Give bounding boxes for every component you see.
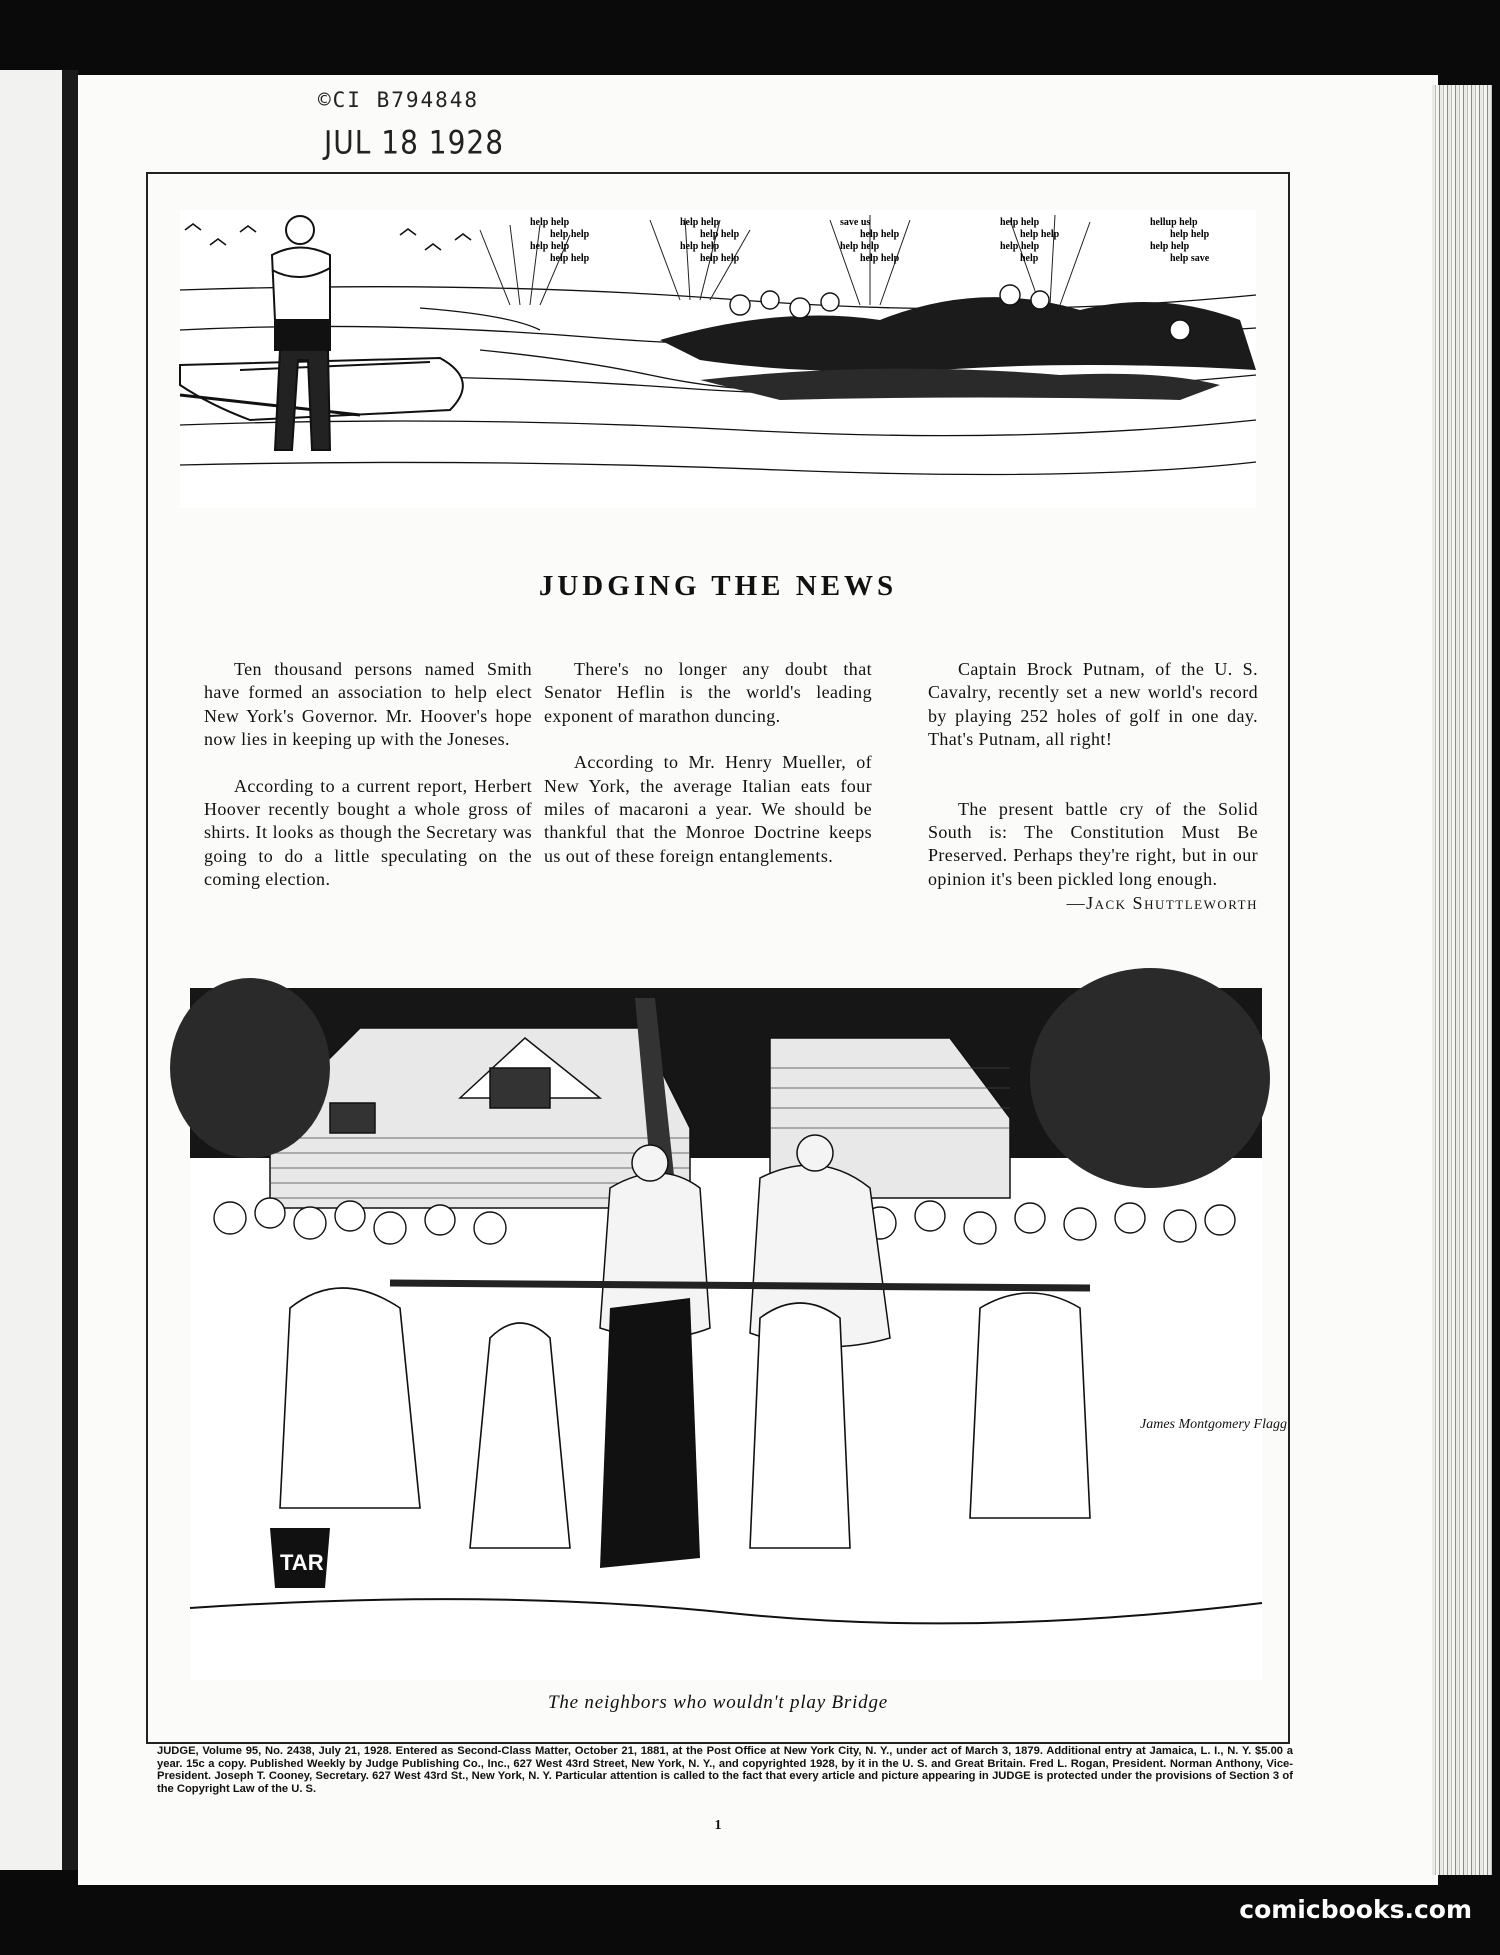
cry-text: help help xyxy=(700,229,740,240)
cry-text: help help xyxy=(1000,217,1040,228)
column-1-paragraph-2: According to a current report, Herbert Hoover recently bought a whole gross of shirts. It looks as though the Secretary was going to do a little speculating on the coming election. xyxy=(204,775,532,890)
date-stamp: JUL 18 1928 xyxy=(324,123,505,162)
artist-signature: James Montgomery Flagg xyxy=(1140,1417,1287,1432)
bridge-mob-cartoon xyxy=(190,988,1287,1680)
column-3-paragraph-2: The present battle cry of the Solid South is: The Constitution Must Be Preserved. Perhaps they're right, but in our opinion it's been pickled long enough. xyxy=(928,798,1258,889)
column-1 xyxy=(204,658,532,915)
cry-text: help help xyxy=(1000,241,1040,252)
cry-text: help help xyxy=(550,229,590,240)
page-headline: JUDGING THE NEWS xyxy=(538,570,898,602)
cry-text: help help xyxy=(530,241,570,252)
cry-text: help help xyxy=(550,253,590,264)
cry-text: help help xyxy=(680,241,720,252)
cry-text: help help xyxy=(860,253,900,264)
cry-text: save us xyxy=(840,217,871,228)
publication-footer: JUDGE, Volume 95, No. 2438, July 21, 1928. Entered as Second-Class Matter, October 21, 1881, at the Post Office at New York City, N. Y., under act of March 3, 1879. Additional entry at Jamaica, L. I., N. Y. $5.00 a year. 15c a copy. Published Weekly by Judge Publishing Co., Inc., 627 West 43rd Street, New York, N. Y., and copyrighted 1928, by it in the U. S. and Great Britain. Fred L. Rogan, President. Norman Anthony, Vice-President. Joseph T. Cooney, Secretary. 627 West 43rd St., New York, N. Y. Particular attention is called to the fact that every article and picture appearing in JUDGE is protected under the provisions of Section 3 of the Copyright Law of the U. S. xyxy=(157,1745,1293,1795)
column-2 xyxy=(544,658,872,891)
site-watermark: comicbooks.com xyxy=(1239,1895,1472,1924)
byline: —Jack Shuttleworth xyxy=(1066,893,1258,914)
cry-text: hellup help xyxy=(1150,217,1198,228)
cry-text: help save xyxy=(1170,253,1210,264)
cry-text: help help xyxy=(1150,241,1190,252)
cartoon-caption: The neighbors who wouldn't play Bridge xyxy=(547,1692,889,1713)
cry-text: help help xyxy=(530,217,570,228)
cry-text: help help xyxy=(860,229,900,240)
binding-gutter xyxy=(62,70,78,1870)
cry-text: help help xyxy=(1170,229,1210,240)
page-number: 1 xyxy=(714,1818,722,1833)
column-2-paragraph-1: There's no longer any doubt that Senator Heflin is the world's leading exponent of marathon duncing. xyxy=(544,659,872,726)
cry-text: help help xyxy=(700,253,740,264)
column-1-paragraph-1: Ten thousand persons named Smith have formed an association to help elect New York's Governor. Mr. Hoover's hope now lies in keeping up with the Joneses. xyxy=(204,659,532,750)
column-2-paragraph-2: According to Mr. Henry Mueller, of New York, the average Italian eats four miles of macaroni a year. We should be thankful that the Monroe Doctrine keeps us out of these foreign entanglements. xyxy=(544,752,872,866)
cry-text: help help xyxy=(680,217,720,228)
column-3 xyxy=(928,658,1258,916)
facing-page-edge xyxy=(0,70,62,1870)
cry-text: help help xyxy=(840,241,880,252)
cry-text: help help xyxy=(1020,229,1060,240)
column-3-paragraph-1: Captain Brock Putnam, of the U. S. Cavalry, recently set a new world's record by playing 252 holes of golf in one day. That's Putnam, all right! xyxy=(928,659,1258,750)
page-stack-edges xyxy=(1432,85,1492,1875)
cry-text: help xyxy=(1020,253,1039,264)
tar-bucket-label: TAR xyxy=(280,1550,324,1575)
copyright-stamp: ©CI B794848 xyxy=(318,88,480,112)
lifeguard-cartoon xyxy=(180,210,1256,508)
